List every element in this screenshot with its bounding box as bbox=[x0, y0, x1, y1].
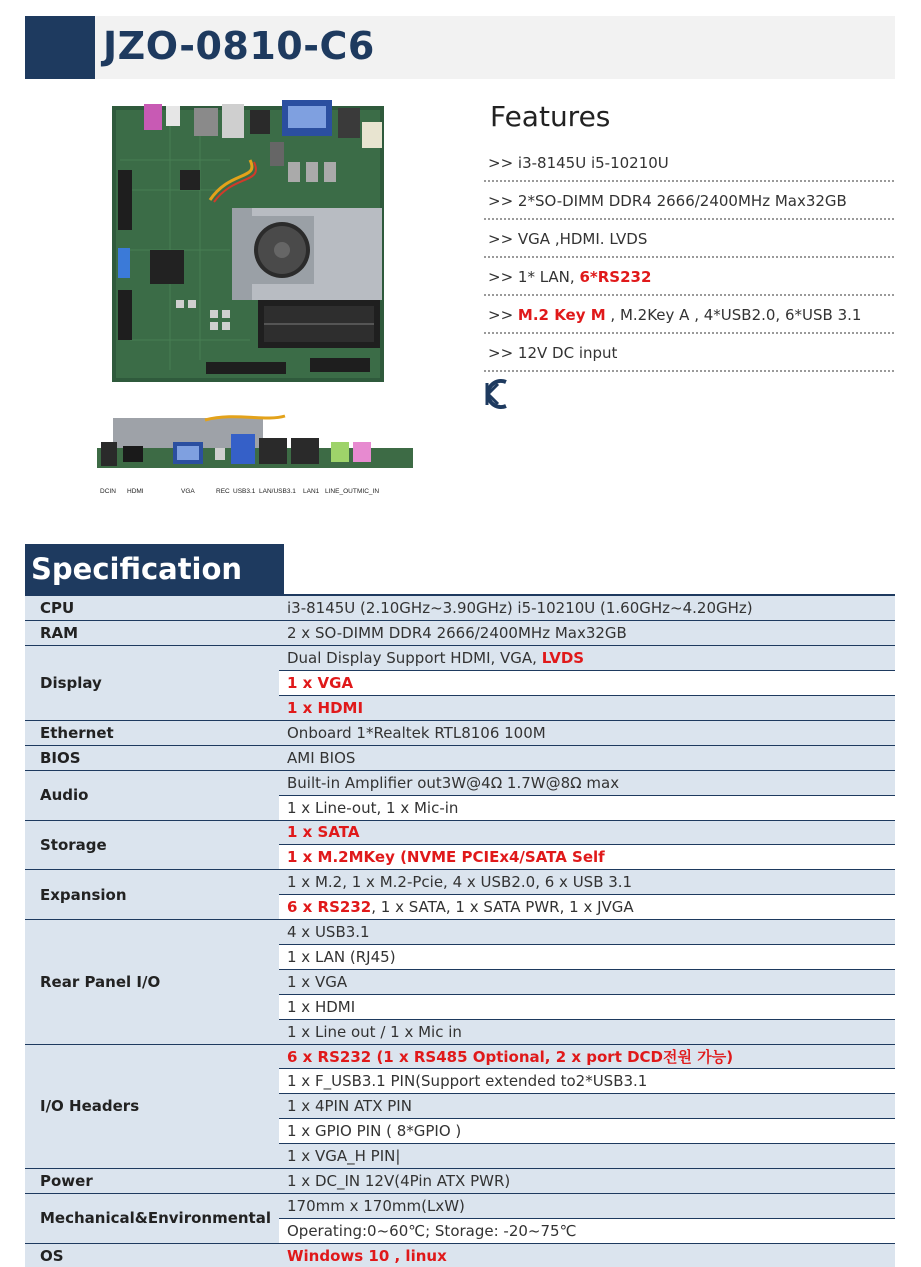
feature-text: 2*SO-DIMM DDR4 2666/2400MHz Max32GB bbox=[517, 192, 847, 210]
spec-row bbox=[25, 870, 895, 895]
feature-item bbox=[484, 144, 894, 182]
spec-value bbox=[279, 720, 895, 745]
spec-label: Audio bbox=[25, 770, 279, 820]
feature-bullet: >> bbox=[488, 230, 518, 248]
spec-value bbox=[279, 671, 895, 696]
io-label-hdmi: HDMI bbox=[127, 488, 144, 495]
io-label-dcin: DCIN bbox=[100, 488, 116, 495]
spec-row bbox=[25, 621, 895, 646]
spec-value-text: Operating:0~60℃; Storage: -20~75℃ bbox=[287, 1221, 577, 1240]
spec-value bbox=[279, 1218, 895, 1243]
spec-label: OS bbox=[25, 1243, 279, 1267]
spec-value-highlight: 1 x M.2MKey (NVME PCIEx4/SATA Self bbox=[287, 848, 605, 867]
io-label-lan-usb31: LAN/USB3.1 bbox=[259, 488, 296, 495]
spec-value-text-rest: , 1 x SATA, 1 x SATA PWR, 1 x JVGA bbox=[371, 898, 634, 917]
features-title: Features bbox=[490, 100, 611, 133]
spec-value bbox=[279, 621, 895, 646]
feature-text-rest: , M.2Key A , 4*USB2.0, 6*USB 3.1 bbox=[605, 306, 862, 324]
spec-row bbox=[25, 745, 895, 770]
spec-value-text: 4 x USB3.1 bbox=[287, 923, 370, 942]
feature-item bbox=[484, 296, 894, 334]
spec-value bbox=[279, 994, 895, 1019]
spec-label: Storage bbox=[25, 820, 279, 870]
spec-value bbox=[279, 969, 895, 994]
spec-value bbox=[279, 845, 895, 870]
feature-text: VGA ,HDMI. LVDS bbox=[517, 230, 648, 248]
spec-value-text: i3-8145U (2.10GHz~3.90GHz) i5-10210U (1.60GHz~4.20GHz) bbox=[287, 599, 753, 618]
feature-bullet: >> bbox=[488, 192, 518, 210]
spec-row bbox=[25, 820, 895, 845]
spec-value-text: 1 x VGA_H PIN| bbox=[287, 1147, 401, 1166]
spec-value-text: 1 x HDMI bbox=[287, 997, 356, 1016]
spec-value bbox=[279, 1044, 895, 1069]
feature-text: 12V DC input bbox=[517, 344, 618, 362]
feature-bullet: >> bbox=[488, 268, 518, 286]
spec-row bbox=[25, 770, 895, 795]
spec-value bbox=[279, 1094, 895, 1119]
spec-value-highlight: 1 x SATA bbox=[287, 823, 360, 842]
feature-highlight: M.2 Key M bbox=[517, 306, 606, 324]
spec-label: I/O Headers bbox=[25, 1044, 279, 1168]
feature-bullet: >> bbox=[488, 306, 518, 324]
io-label-usb31: USB3.1 bbox=[233, 488, 256, 495]
spec-row bbox=[25, 1193, 895, 1218]
spec-value-text: 1 x VGA bbox=[287, 972, 348, 991]
spec-value bbox=[279, 895, 895, 920]
spec-label: Rear Panel I/O bbox=[25, 920, 279, 1044]
spec-value-text: Built-in Amplifier out3W@4Ω 1.7W@8Ω max bbox=[287, 773, 620, 792]
spec-value bbox=[279, 646, 895, 671]
spec-label: Ethernet bbox=[25, 720, 279, 745]
spec-value-highlight: 1 x HDMI bbox=[287, 699, 364, 717]
spec-value-text: 1 x F_USB3.1 PIN(Support extended to2*USB3.1 bbox=[287, 1072, 648, 1091]
spec-row bbox=[25, 720, 895, 745]
io-label-line-out: LINE_OUT bbox=[325, 488, 357, 495]
spec-value bbox=[279, 1243, 895, 1267]
feature-text: i3-8145U i5-10210U bbox=[517, 154, 669, 172]
io-label-vga: VGA bbox=[181, 488, 195, 495]
spec-label: BIOS bbox=[25, 745, 279, 770]
spec-value-highlight: LVDS bbox=[541, 649, 585, 668]
spec-label: Mechanical&Environmental bbox=[25, 1193, 279, 1243]
spec-label: CPU bbox=[25, 596, 279, 621]
spec-row bbox=[25, 596, 895, 621]
spec-row bbox=[25, 646, 895, 671]
spec-label: Power bbox=[25, 1168, 279, 1193]
feature-bullet: >> bbox=[488, 154, 518, 172]
feature-item bbox=[484, 182, 894, 220]
product-title: JZO-0810-C6 bbox=[103, 24, 375, 68]
title-accent-block bbox=[25, 16, 95, 79]
specification-title: Specification bbox=[31, 552, 243, 586]
spec-value-text: 1 x LAN (RJ45) bbox=[287, 947, 396, 966]
spec-row bbox=[25, 1243, 895, 1267]
spec-value-text: AMI BIOS bbox=[287, 748, 356, 767]
spec-value bbox=[279, 870, 895, 895]
spec-label: Expansion bbox=[25, 870, 279, 920]
features-list bbox=[484, 144, 894, 372]
features-section bbox=[484, 100, 894, 372]
spec-value-text: 1 x GPIO PIN ( 8*GPIO ) bbox=[287, 1122, 462, 1141]
spec-value-highlight: Windows 10 , linux bbox=[287, 1246, 447, 1265]
spec-value-text: 1 x DC_IN 12V(4Pin ATX PWR) bbox=[287, 1171, 511, 1190]
spec-value bbox=[279, 770, 895, 795]
feature-text: 1* LAN, bbox=[517, 268, 580, 286]
spec-row bbox=[25, 920, 895, 945]
io-label-rec: REC bbox=[216, 488, 230, 495]
feature-highlight: 6*RS232 bbox=[579, 268, 652, 286]
spec-value bbox=[279, 1119, 895, 1144]
spec-value bbox=[279, 920, 895, 945]
spec-value bbox=[279, 1144, 895, 1169]
spec-value-text: 1 x 4PIN ATX PIN bbox=[287, 1097, 412, 1116]
feature-item bbox=[484, 258, 894, 296]
spec-value bbox=[279, 1193, 895, 1218]
spec-value-highlight: 6 x RS232 bbox=[287, 898, 372, 917]
kc-certification-icon bbox=[484, 377, 508, 411]
feature-bullet: >> bbox=[488, 344, 518, 362]
spec-value bbox=[279, 745, 895, 770]
spec-value bbox=[279, 820, 895, 845]
spec-label: RAM bbox=[25, 621, 279, 646]
io-label-mic-in: MIC_IN bbox=[357, 488, 380, 495]
specification-table bbox=[25, 596, 895, 1267]
spec-label: Display bbox=[25, 646, 279, 721]
spec-value-text: Onboard 1*Realtek RTL8106 100M bbox=[287, 723, 546, 742]
spec-value bbox=[279, 596, 895, 621]
spec-value-text: 1 x M.2, 1 x M.2-Pcie, 4 x USB2.0, 6 x USB 3.1 bbox=[287, 873, 633, 892]
spec-value bbox=[279, 1069, 895, 1094]
spec-value-highlight: 6 x RS232 (1 x RS485 Optional, 2 x port DCD전원 가능) bbox=[287, 1047, 734, 1066]
motherboard-image bbox=[110, 100, 386, 384]
motherboard-io-side-image bbox=[95, 412, 415, 502]
spec-value-text: 1 x Line-out, 1 x Mic-in bbox=[287, 798, 459, 817]
spec-value bbox=[279, 1019, 895, 1044]
spec-value bbox=[279, 795, 895, 820]
spec-value-highlight: 1 x VGA bbox=[287, 674, 354, 693]
spec-value-text: 2 x SO-DIMM DDR4 2666/2400MHz Max32GB bbox=[287, 624, 627, 643]
spec-value bbox=[279, 944, 895, 969]
spec-value bbox=[279, 696, 895, 721]
spec-value-text: Dual Display Support HDMI, VGA, bbox=[287, 649, 542, 668]
spec-value-text: 1 x Line out / 1 x Mic in bbox=[287, 1022, 462, 1041]
spec-value bbox=[279, 1168, 895, 1193]
spec-row bbox=[25, 1168, 895, 1193]
feature-item bbox=[484, 220, 894, 258]
feature-item bbox=[484, 334, 894, 372]
spec-value-text: 170mm x 170mm(LxW) bbox=[287, 1196, 465, 1215]
io-label-lan1: LAN1 bbox=[303, 488, 320, 495]
specification-header bbox=[25, 544, 284, 595]
spec-row bbox=[25, 1044, 895, 1069]
title-bar bbox=[25, 16, 895, 79]
